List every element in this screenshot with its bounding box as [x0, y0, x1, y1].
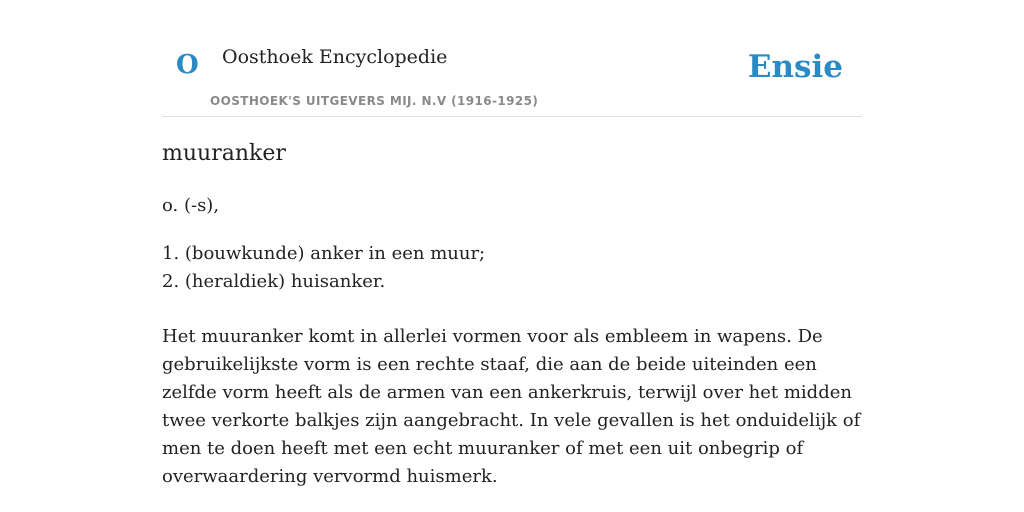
- publisher-subtitle: OOSTHOEK'S UITGEVERS MIJ. N.V (1916-1925): [210, 94, 539, 108]
- definition-item: 2. (heraldiek) huisanker.: [162, 271, 386, 292]
- entry-headword: muuranker: [162, 141, 286, 166]
- oosthoek-logo[interactable]: O: [176, 50, 199, 80]
- page-container: [162, 0, 862, 487]
- entry-body-text: Het muuranker komt in allerlei vormen voor als embleem in wapens. De gebruikelijkste vorm is een rechte staaf, die aan de beide uiteinden een zelfde vorm heeft als de armen van een ankerkruis, terwijl over het midden twee verkorte balkjes zijn aangebracht. In vele gevallen is het onduidelijk of men te doen heeft met een echt muuranker of met een uit onbegrip of overwaardering vervormd huismerk.: [162, 326, 861, 487]
- definition-item: 1. (bouwkunde) anker in een muur;: [162, 243, 486, 264]
- site-header: [162, 0, 862, 117]
- definition-list: [162, 240, 485, 296]
- site-title[interactable]: Oosthoek Encyclopedie: [222, 46, 448, 68]
- ensie-brand-link[interactable]: Ensie: [747, 49, 843, 85]
- entry-grammar: o. (-s),: [162, 195, 220, 216]
